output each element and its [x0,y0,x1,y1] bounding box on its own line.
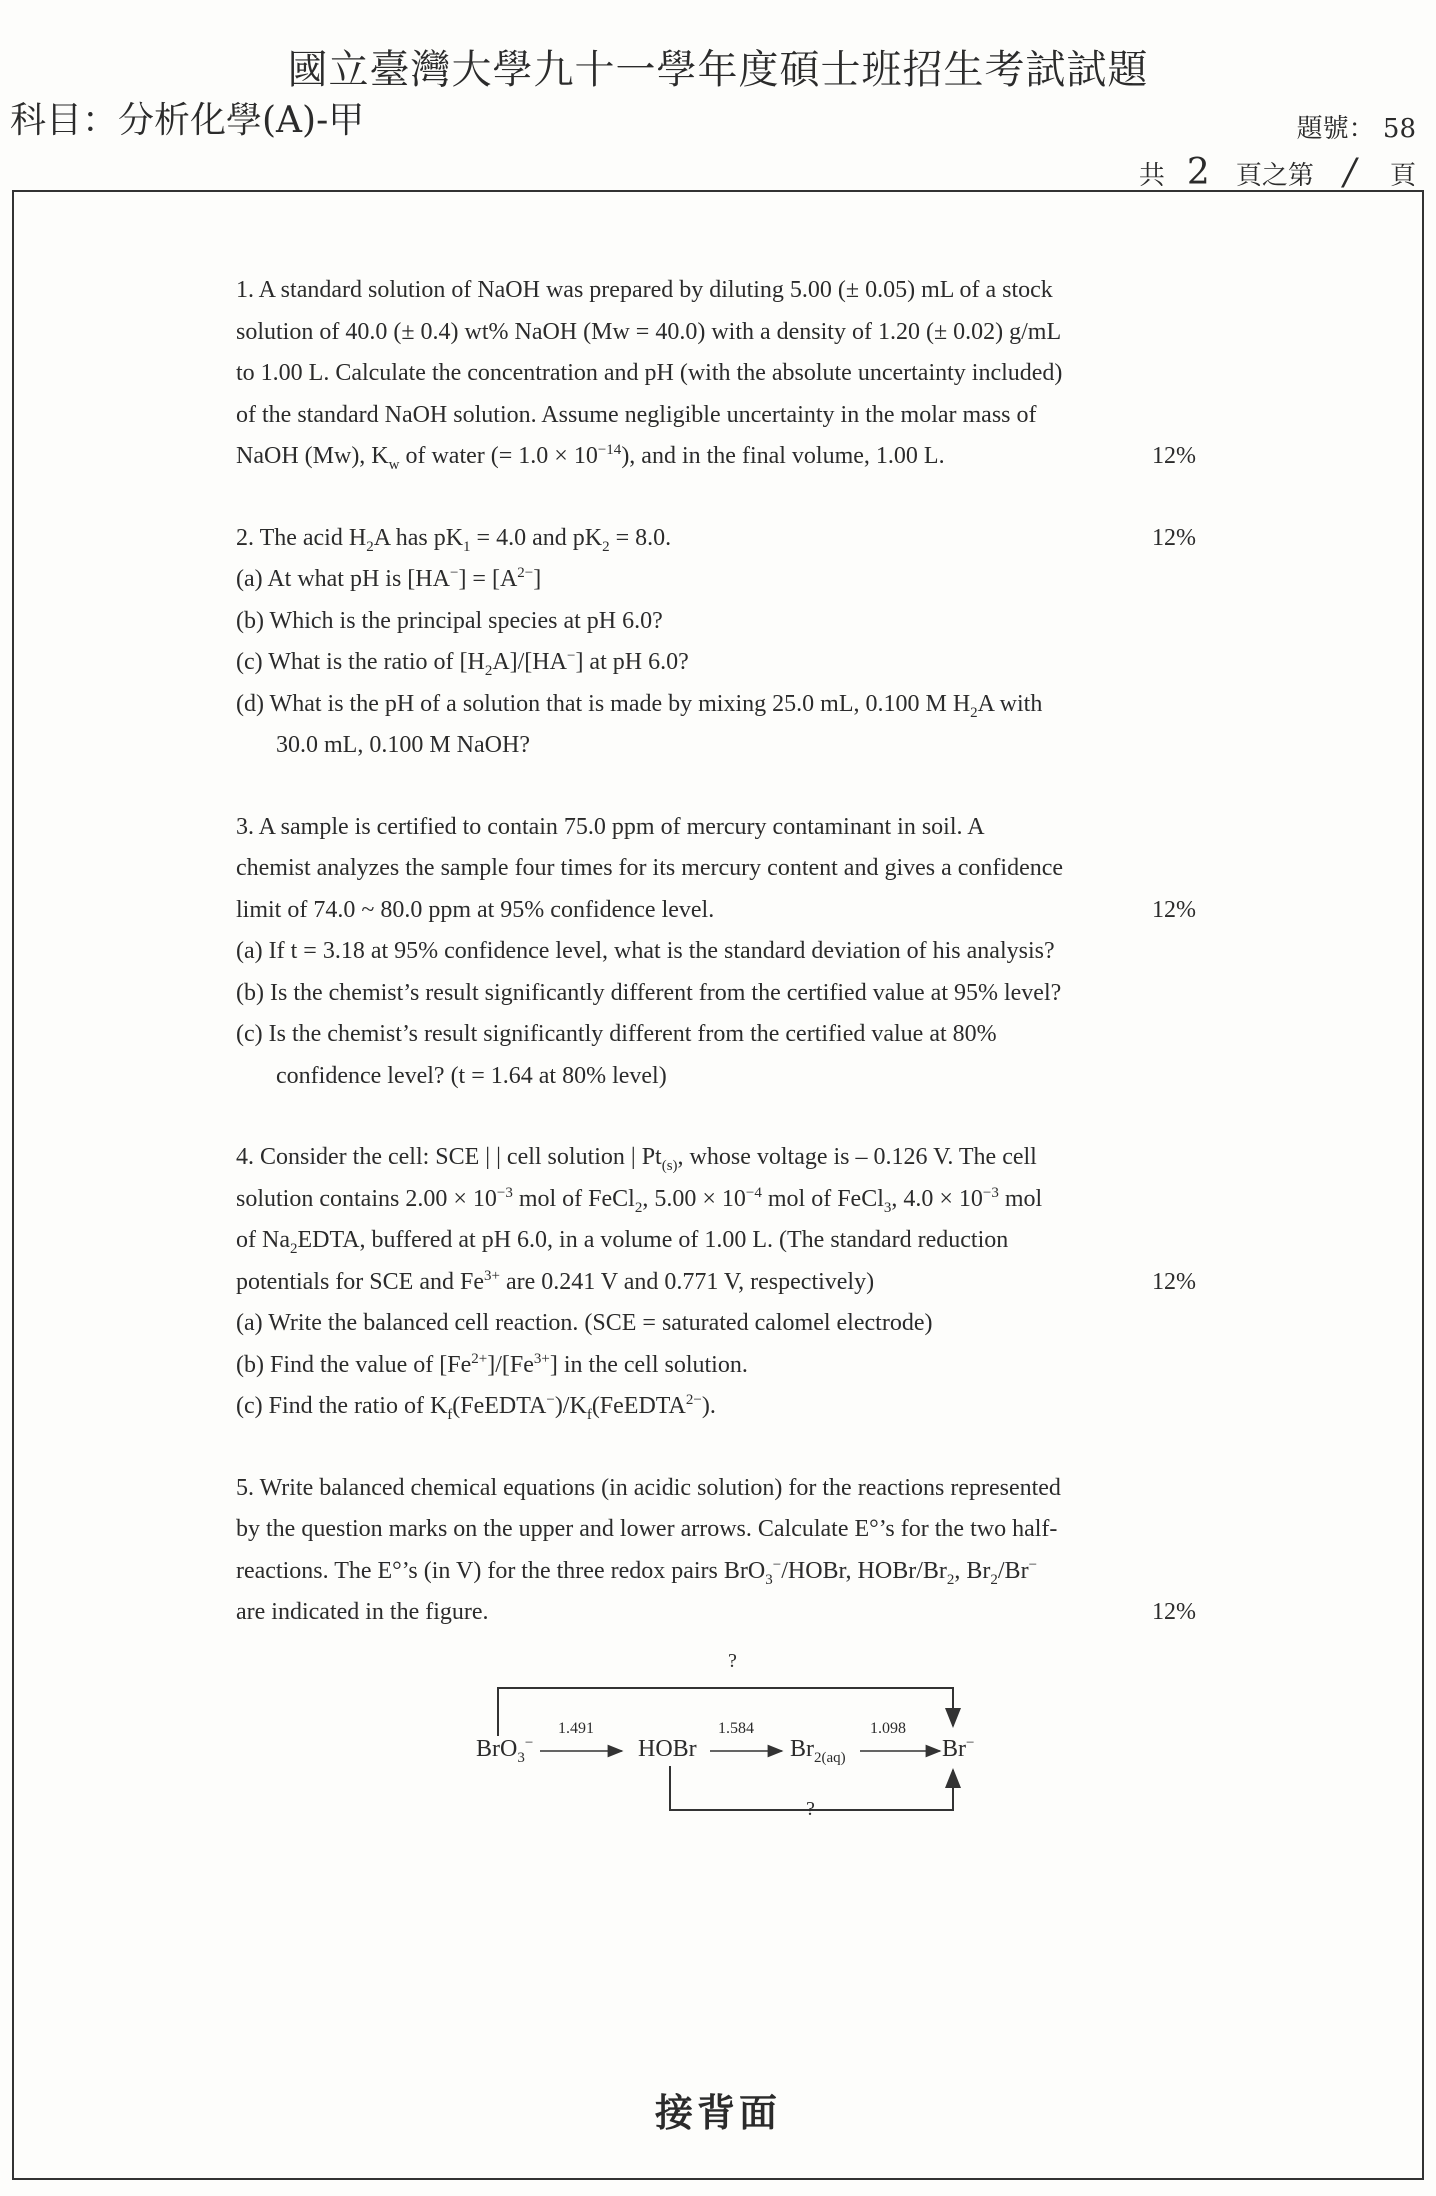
text-run: (d) What is the pH of a solution that is made by mixing 25.0 mL, 0.100 M H [236,690,971,717]
q3-part-c: (c) Is the chemist’s result significantly different from the certified value at 80% [236,1021,997,1047]
q4-line [236,1220,1196,1262]
superscript: 2− [517,565,534,581]
text-run: (a) At what pH is [HA [236,566,450,592]
potential-label: 1.491 [558,1720,594,1737]
text-run: potentials for SCE and Fe [236,1268,484,1295]
text-run: Br [790,1736,814,1762]
q1-line-text [236,436,945,478]
subscript: 3 [765,1571,773,1588]
subscript: 2 [970,704,978,721]
q5-line: 5. Write balanced chemical equations (in acidic solution) for the reactions represented [236,1474,1061,1501]
q2-part-d [236,684,1196,726]
q3-line-text: limit of 74.0 ~ 80.0 ppm at 95% confidence level. [236,896,715,923]
q1-line: solution of 40.0 (± 0.4) wt% NaOH (Mw = 40.0) with a density of 1.20 (± 0.02) g/mL [236,318,1062,345]
text-run: ] at pH 6.0? [575,649,689,675]
q5-line [236,1551,1196,1593]
text-run: A]/[HA [492,649,567,675]
text-run: are 0.241 V and 0.771 V, respectively) [499,1268,875,1295]
q2-part-c [236,642,1196,684]
q1-points: 12% [1152,443,1196,469]
q3-line: 3. A sample is certified to contain 75.0 ppm of mercury contaminant in soil. A [236,813,985,840]
text-run: mol of FeCl [512,1185,635,1212]
text-run: ] [533,566,542,592]
q5-line-text: are indicated in the figure. [236,1599,489,1625]
text-run: BrO [476,1736,518,1762]
page-total: 2 [1186,152,1210,193]
text-run: 2. The acid H [236,524,367,551]
superscript: 3+ [483,1267,500,1284]
text-run: ] in the cell solution. [549,1351,748,1378]
species-bro3 [476,1735,534,1766]
lower-question-mark: ? [806,1798,815,1820]
q1-line: to 1.00 L. Calculate the concentration and pH (with the absolute uncertainty included) [236,360,1063,386]
text-run: , 5.00 × 10 [642,1185,746,1212]
text-run: ] = [A [458,566,518,592]
text-run: solution contains 2.00 × 10 [236,1185,497,1212]
question-5 [236,1468,1196,1634]
text-run: = 8.0. [609,524,672,551]
subscript: 2 [484,662,493,679]
text-run: (FeEDTA [591,1393,686,1419]
text-run: ). [701,1393,716,1419]
potential-label: 1.098 [870,1720,906,1737]
superscript: 2+ [471,1350,488,1367]
text-run: (FeEDTA [452,1393,547,1419]
q3-part-c-cont: confidence level? (t = 1.64 at 80% level) [276,1062,667,1089]
superscript: − [449,565,459,581]
superscript: −14 [597,442,622,458]
question-4 [236,1137,1196,1428]
potential-label: 1.584 [718,1720,754,1737]
q3-points: 12% [1152,896,1196,923]
q1-line [236,436,1196,478]
q4-part-b [236,1345,1196,1387]
question-1 [236,270,1196,478]
page-suffix: 頁 [1389,161,1416,191]
subscript: 2(aq) [814,1749,846,1766]
q5-line: by the question marks on the upper and lower arrows. Calculate E°’s for the two half- [236,1516,1058,1542]
continue-on-back: 接背面 [654,2090,781,2135]
superscript: − [966,1735,975,1751]
question-number: 題號： 58 [1296,114,1416,144]
q4-line-text [236,1262,874,1304]
exam-title: 國立臺灣大學九十一學年度碩士班招生考試試題 [287,47,1149,93]
q4-part-c [236,1386,1196,1428]
q2-heading [236,518,1196,560]
subscript: f [586,1406,592,1423]
superscript: −3 [496,1184,513,1201]
q3-part-a: (a) If t = 3.18 at 95% confidence level, what is the standard deviation of his analysis? [236,938,1055,964]
subscript: 2 [634,1199,643,1216]
question-2 [236,518,1196,767]
text-run: /HOBr, HOBr/Br [781,1557,947,1584]
q4-part-a: (a) Write the balanced cell reaction. (SCE = saturated calomel electrode) [236,1310,933,1336]
q4-line [236,1137,1196,1179]
q3-part-b: (b) Is the chemist’s result significantly different from the certified value at 95% level? [236,979,1062,1006]
q2-part-d-cont: 30.0 mL, 0.100 M NaOH? [276,732,530,758]
subscript: 3 [883,1199,892,1216]
text-run: )/K [554,1393,587,1419]
text-run: reactions. The E°’s (in V) for the three redox pairs BrO [236,1557,766,1584]
subscript: f [447,1406,453,1423]
species-hobr: HOBr [638,1736,697,1762]
superscript: − [566,648,576,664]
subscript: 2 [289,1240,298,1257]
subscript: 2 [990,1571,998,1588]
text-run: Br [942,1736,966,1762]
species-br2 [790,1736,846,1766]
text-run: (c) Find the ratio of K [236,1393,448,1419]
subscript: 3 [517,1749,525,1766]
q2-part-a [236,559,1196,601]
page-total-prefix: 共 [1138,161,1165,191]
q3-line: chemist analyzes the sample four times for its mercury content and gives a confidence [236,855,1064,881]
text-run: A has pK [373,524,464,551]
text-run: , Br [954,1557,991,1584]
text-run: (c) What is the ratio of [H [236,649,485,675]
question-3 [236,807,1196,1098]
superscript: −4 [745,1184,762,1201]
species-br [942,1736,974,1763]
text-run: 4. Consider the cell: SCE | | cell solution | Pt [236,1144,662,1170]
subscript: 2 [366,538,374,555]
superscript: − [546,1392,555,1408]
q2-part-b: (b) Which is the principal species at pH 6.0? [236,607,663,634]
text-run: ]/[Fe [487,1351,534,1378]
superscript: − [772,1556,782,1573]
text-run: , whose voltage is – 0.126 V. The cell [677,1144,1037,1170]
page-current: / [1343,152,1356,193]
q4-line [236,1179,1196,1221]
subscript: (s) [661,1157,678,1174]
text-run: EDTA, buffered at pH 6.0, in a volume of 1.00 L. (The standard reduction [297,1227,1009,1253]
text-run: mol of FeCl [761,1185,884,1212]
superscript: − [524,1735,534,1751]
superscript: − [1028,1556,1038,1573]
q1-line: 1. A standard solution of NaOH was prepared by diluting 5.00 (± 0.05) mL of a stock [236,277,1053,303]
superscript: 3+ [533,1350,550,1367]
text-run: mol [998,1185,1043,1212]
text-run: (b) Find the value of [Fe [236,1351,472,1378]
upper-question-mark: ? [728,1650,737,1672]
superscript: 2− [685,1392,702,1408]
question-content [236,270,1196,1674]
text-run: ), and in the final volume, 1.00 L. [621,443,945,469]
subscript: 2 [602,538,610,555]
superscript: −3 [982,1184,999,1201]
subject-label: 科目：分析化學(A)-甲 [10,100,365,141]
q1-line: of the standard NaOH solution. Assume negligible uncertainty in the molar mass of [236,401,1037,428]
text-run: /Br [997,1557,1029,1584]
text-run: , 4.0 × 10 [891,1185,983,1212]
q5-line [236,1592,1196,1634]
subscript: 1 [463,538,471,555]
subscript: 2 [946,1571,955,1588]
q2-points: 12% [1152,524,1196,551]
q2-heading-text [236,518,671,560]
redox-diagram [460,1648,1020,1823]
text-run: = 4.0 and pK [470,524,603,551]
text-run: A with [977,690,1043,717]
text-run: of water (= 1.0 × 10 [399,443,598,469]
subscript: w [388,456,400,473]
text-run: NaOH (Mw), K [236,443,389,469]
q4-line [236,1262,1196,1304]
page-of: 頁之第 [1235,161,1314,191]
q4-points: 12% [1152,1268,1196,1295]
text-run: of Na [236,1227,290,1253]
page-info [1139,152,1416,193]
q3-line [236,890,1196,932]
q5-points: 12% [1152,1599,1196,1625]
